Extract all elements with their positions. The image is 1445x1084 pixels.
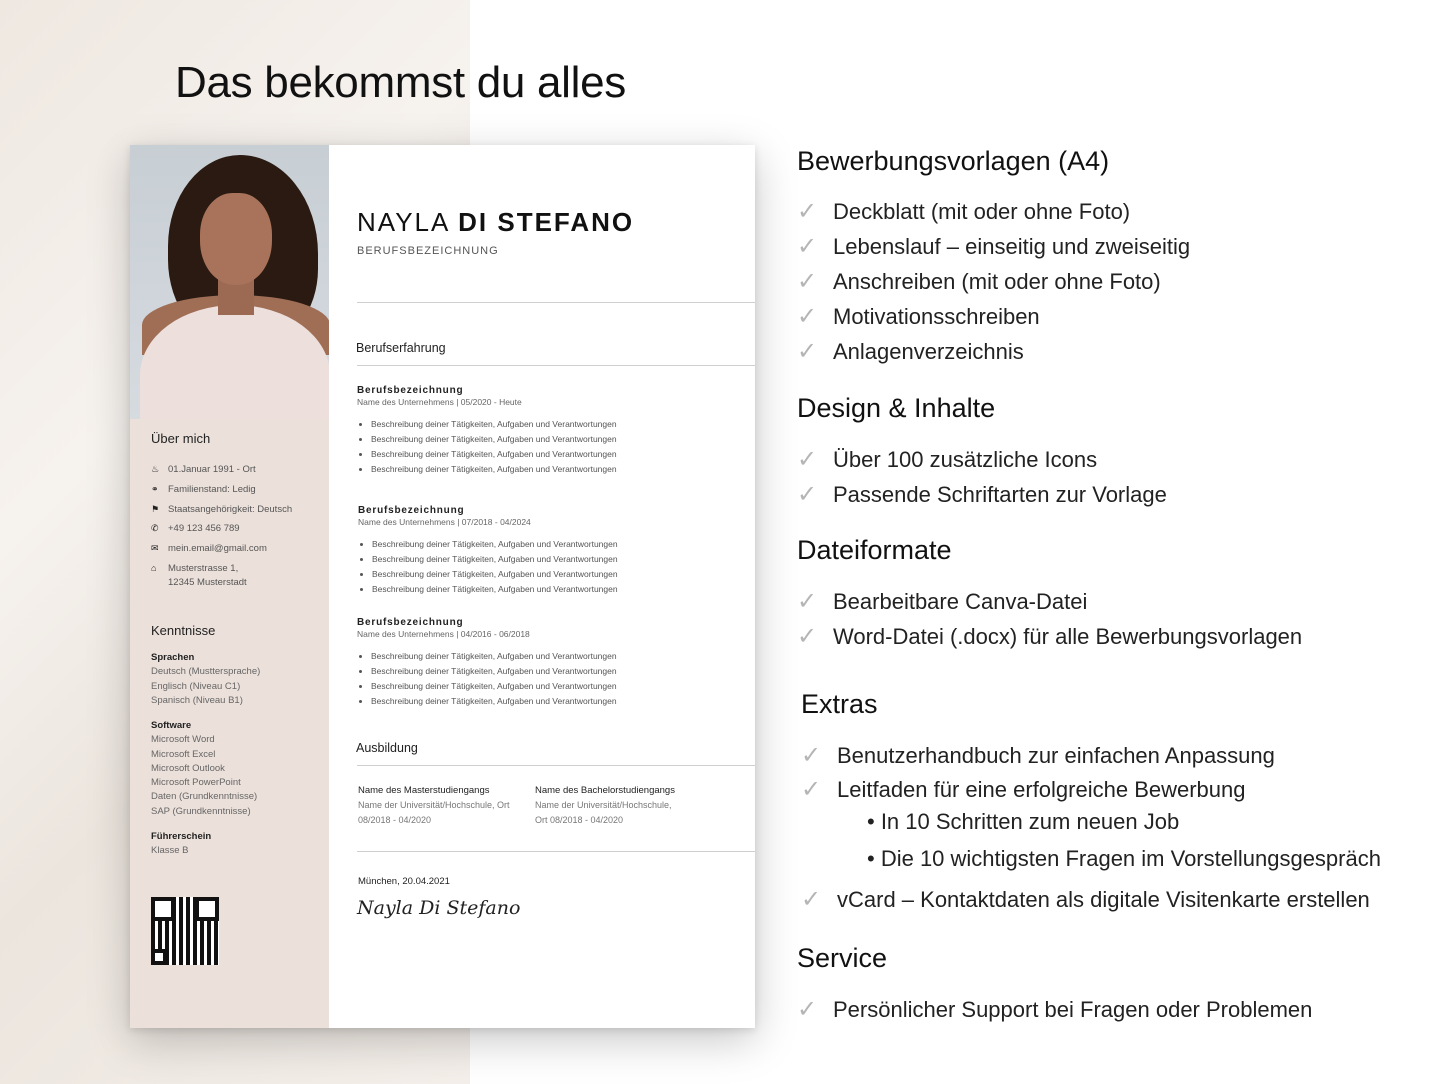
- contact-row-phone: [151, 522, 326, 536]
- skill-item: SAP (Grundkenntnisse): [151, 805, 251, 817]
- job-bullet: • Beschreibung deiner Tätigkeiten, Aufgaben und Verantwortungen: [371, 447, 747, 462]
- place-date: München, 20.04.2021: [358, 876, 450, 887]
- feature-text: Leitfaden für eine erfolgreiche Bewerbung: [837, 776, 1246, 802]
- about-heading: Über mich: [151, 431, 211, 446]
- feature-item: [797, 232, 1190, 261]
- skills-group-title: Software: [151, 720, 192, 731]
- job-bullet: • Beschreibung deiner Tätigkeiten, Aufgaben und Verantwortungen: [372, 552, 748, 567]
- skill-item: Spanisch (Niveau B1): [151, 694, 243, 706]
- job-bullets: [357, 417, 747, 477]
- job-company: Name des Unternehmens | 05/2020 - Heute: [357, 397, 522, 407]
- feature-text: Lebenslauf – einseitig und zweiseitig: [833, 233, 1191, 259]
- feature-text: Persönlicher Support bei Fragen oder Problemen: [833, 996, 1313, 1022]
- skill-item: Englisch (Niveau C1): [151, 680, 241, 692]
- last-name: DI STEFANO: [458, 207, 635, 237]
- first-name: NAYLA: [357, 207, 449, 237]
- skill-item: Microsoft Outlook: [151, 762, 225, 774]
- job-entry: [358, 505, 748, 597]
- check-icon: ✓: [797, 996, 818, 1023]
- check-icon: ✓: [797, 233, 818, 260]
- education-entry: [358, 783, 510, 827]
- job-bullets: [357, 649, 747, 709]
- job-entry: [357, 385, 747, 477]
- feature-text: Word-Datei (.docx) für alle Bewerbungsvorlagen: [833, 623, 1303, 649]
- check-icon: ✓: [797, 588, 818, 615]
- resume-main: [329, 145, 755, 1028]
- contact-text: +49 123 456 789: [168, 523, 240, 535]
- feature-text: Anlagenverzeichnis: [833, 338, 1024, 364]
- feature-item: [797, 197, 1130, 226]
- feature-item: [801, 775, 1246, 804]
- job-bullet: • Beschreibung deiner Tätigkeiten, Aufgaben und Verantwortungen: [371, 679, 747, 694]
- divider: [357, 365, 755, 366]
- contact-text: mein.email@gmail.com: [168, 543, 267, 555]
- job-bullets: [358, 537, 748, 597]
- resume-name: [357, 207, 634, 238]
- job-bullet: • Beschreibung deiner Tätigkeiten, Aufgaben und Verantwortungen: [372, 567, 748, 582]
- rings-icon: ⚭: [151, 483, 159, 494]
- resume-job-title: BERUFSBEZEICHNUNG: [357, 245, 499, 257]
- feature-item: [801, 885, 1370, 914]
- contact-text: Staatsangehörigkeit: Deutsch: [168, 503, 293, 515]
- contact-text: 01.Januar 1991 - Ort: [168, 464, 256, 475]
- feature-item: [797, 302, 1040, 331]
- check-icon: ✓: [797, 623, 818, 650]
- contact-row-marital: [151, 483, 326, 497]
- page-headline: Das bekommst du alles: [175, 58, 626, 107]
- feature-text: Benutzerhandbuch zur einfachen Anpassung: [837, 742, 1275, 768]
- feature-subitem: • In 10 Schritten zum neuen Job: [867, 809, 1180, 834]
- job-bullet: • Beschreibung deiner Tätigkeiten, Aufgaben und Verantwortungen: [371, 694, 747, 709]
- feature-text: Motivationsschreiben: [833, 303, 1040, 329]
- skill-item: Microsoft Word: [151, 734, 215, 746]
- education-period: Ort 08/2018 - 04/2020: [535, 814, 624, 825]
- education-entry: [535, 783, 675, 827]
- check-icon: ✓: [801, 776, 822, 803]
- photo-face-shape: [200, 193, 272, 285]
- experience-heading: Berufserfahrung: [356, 341, 446, 355]
- skill-item: Deutsch (Musttersprache): [151, 666, 261, 678]
- skills-group-title: Führerschein: [151, 830, 212, 842]
- skills-list: [151, 651, 326, 869]
- address-line-1: Musterstrasse 1,: [168, 562, 239, 574]
- education-period: 08/2018 - 04/2020: [358, 814, 432, 825]
- education-school: Name der Universität/Hochschule, Ort: [358, 800, 510, 811]
- feature-text: Passende Schriftarten zur Vorlage: [833, 481, 1167, 507]
- job-title: Berufsbezeichnung: [357, 385, 464, 396]
- section-heading: Design & Inhalte: [797, 393, 996, 423]
- contact-row-email: [151, 542, 326, 556]
- skill-item: Klasse B: [151, 845, 189, 856]
- job-title: Berufsbezeichnung: [357, 617, 464, 628]
- phone-icon: ✆: [151, 523, 159, 534]
- job-bullet: • Beschreibung deiner Tätigkeiten, Aufgaben und Verantwortungen: [372, 582, 748, 597]
- education-school: Name der Universität/Hochschule,: [535, 800, 672, 811]
- job-bullet: • Beschreibung deiner Tätigkeiten, Aufgaben und Verantwortungen: [371, 417, 747, 432]
- check-icon: ✓: [797, 303, 818, 330]
- divider: [357, 851, 755, 852]
- skill-item: Daten (Grundkenntnisse): [151, 791, 258, 803]
- contact-text: Familienstand: Ledig: [168, 483, 256, 495]
- education-title: Name des Bachelorstudiengangs: [535, 785, 675, 796]
- skill-item: Microsoft PowerPoint: [151, 777, 241, 788]
- profile-photo: [130, 145, 329, 419]
- education-title: Name des Masterstudiengangs: [358, 785, 490, 796]
- home-icon: ⌂: [151, 562, 157, 573]
- feature-text: Bearbeitbare Canva-Datei: [833, 588, 1088, 614]
- check-icon: ✓: [797, 268, 818, 295]
- check-icon: ✓: [797, 446, 818, 473]
- feature-text: Deckblatt (mit oder ohne Foto): [833, 198, 1131, 224]
- section-heading: Extras: [801, 689, 878, 719]
- contact-row-nationality: [151, 503, 326, 517]
- signature: Nayla Di Stefano: [357, 897, 521, 919]
- divider: [357, 765, 755, 766]
- contact-list: [151, 463, 326, 595]
- check-icon: ✓: [797, 198, 818, 225]
- job-entry: [357, 617, 747, 709]
- feature-item: [797, 622, 1302, 651]
- feature-subitem: • Die 10 wichtigsten Fragen im Vorstellungsgespräch: [867, 846, 1381, 871]
- check-icon: ✓: [797, 481, 818, 508]
- feature-item: [797, 480, 1167, 509]
- feature-item: [797, 995, 1312, 1024]
- skills-languages: [151, 651, 326, 708]
- feature-item: [797, 445, 1097, 474]
- education-heading: Ausbildung: [356, 741, 418, 755]
- skills-software: [151, 719, 326, 819]
- flag-icon: ⚑: [151, 503, 160, 514]
- feature-text: Anschreiben (mit oder ohne Foto): [833, 268, 1161, 294]
- resume-sidebar: [130, 145, 329, 1028]
- job-company: Name des Unternehmens | 04/2016 - 06/2018: [357, 629, 530, 639]
- mail-icon: ✉: [151, 543, 159, 554]
- skill-item: Microsoft Excel: [151, 748, 216, 760]
- job-bullet: • Beschreibung deiner Tätigkeiten, Aufgaben und Verantwortungen: [371, 432, 747, 447]
- feature-item: [797, 267, 1161, 296]
- feature-item: [797, 337, 1024, 366]
- cake-icon: ♨: [151, 464, 160, 474]
- job-bullet: • Beschreibung deiner Tätigkeiten, Aufgaben und Verantwortungen: [371, 664, 747, 679]
- feature-item: [797, 587, 1087, 616]
- feature-text: Über 100 zusätzliche Icons: [833, 446, 1098, 472]
- contact-text: [168, 562, 247, 590]
- skills-group-title: Sprachen: [151, 652, 195, 663]
- divider: [357, 302, 755, 303]
- skills-heading: Kenntnisse: [151, 623, 216, 638]
- check-icon: ✓: [801, 742, 822, 769]
- section-heading: Bewerbungsvorlagen (A4): [797, 146, 1110, 176]
- check-icon: ✓: [797, 338, 818, 365]
- section-heading: Dateiformate: [797, 535, 952, 565]
- skills-license: [151, 830, 326, 859]
- job-bullet: • Beschreibung deiner Tätigkeiten, Aufgaben und Verantwortungen: [372, 537, 748, 552]
- feature-item: [801, 741, 1275, 770]
- check-icon: ✓: [801, 886, 822, 913]
- section-heading: Service: [797, 943, 888, 973]
- contact-row-address: [151, 562, 326, 590]
- resume-preview: [130, 145, 755, 1028]
- feature-text: vCard – Kontaktdaten als digitale Visitenkarte erstellen: [837, 886, 1370, 912]
- address-line-2: 12345 Musterstadt: [168, 576, 247, 588]
- job-bullet: • Beschreibung deiner Tätigkeiten, Aufgaben und Verantwortungen: [371, 462, 747, 477]
- job-bullet: • Beschreibung deiner Tätigkeiten, Aufgaben und Verantwortungen: [371, 649, 747, 664]
- job-title: Berufsbezeichnung: [358, 505, 465, 516]
- contact-row-birth: [151, 463, 326, 477]
- job-company: Name des Unternehmens | 07/2018 - 04/2024: [358, 517, 531, 527]
- qr-code: [151, 897, 219, 965]
